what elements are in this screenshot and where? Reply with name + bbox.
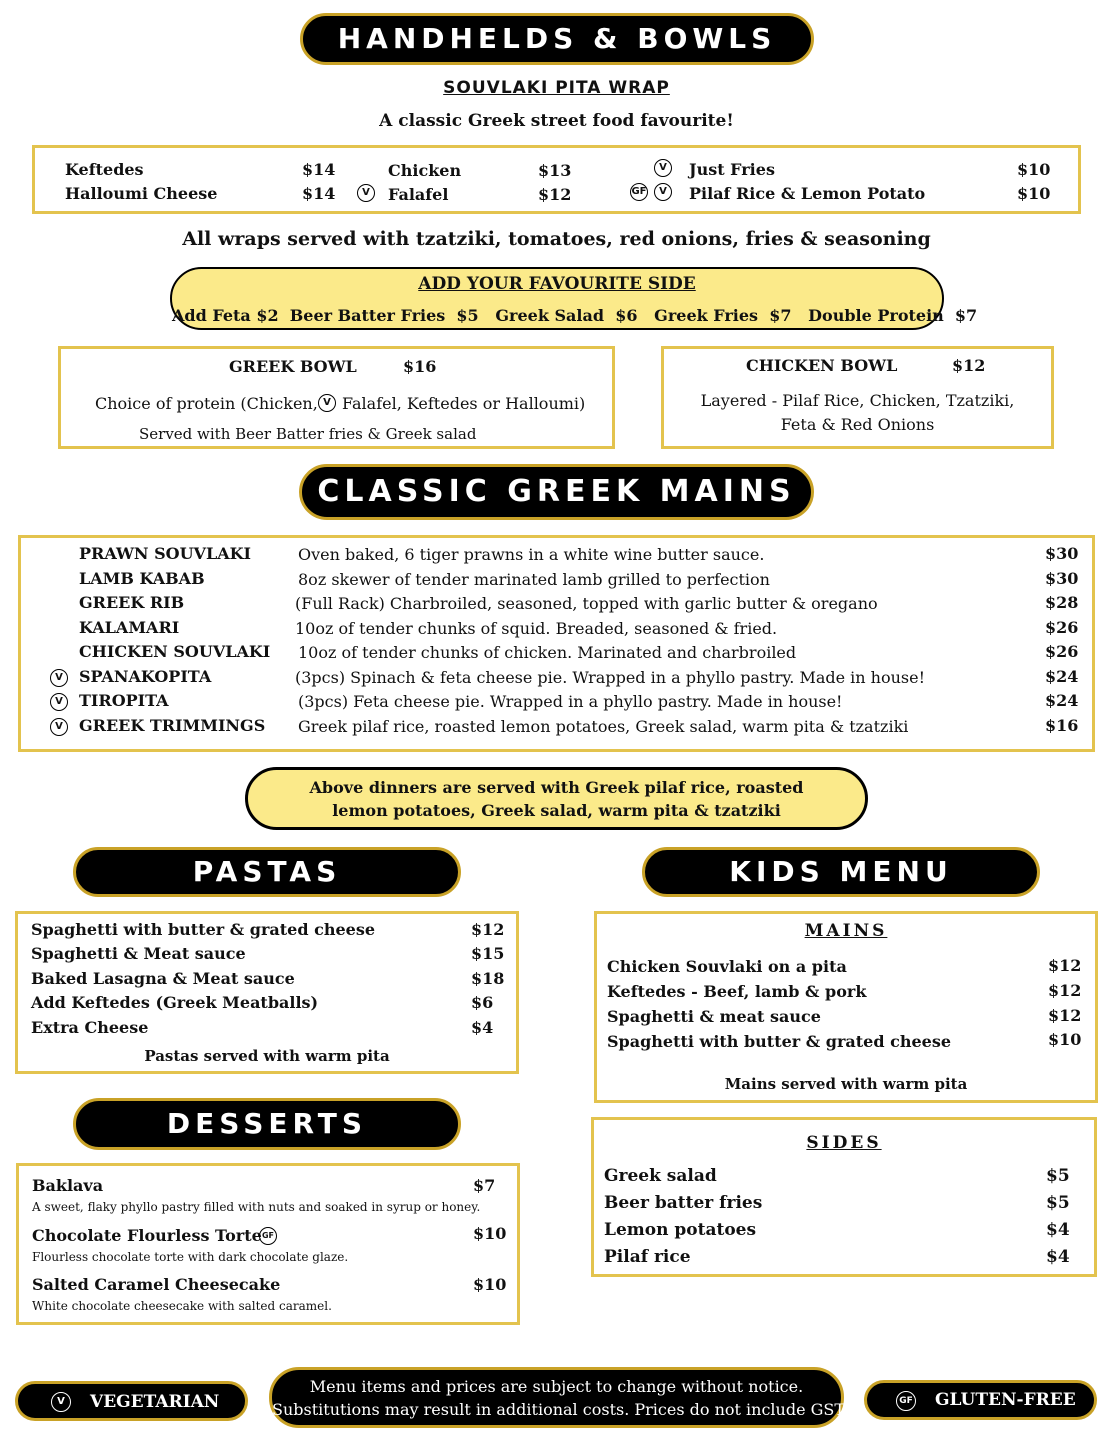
kids-main-price: $10 — [1048, 1030, 1082, 1049]
kids-main-item: Keftedes - Beef, lamb & pork — [607, 982, 867, 1001]
main-item — [21, 569, 1092, 594]
main-item-desc: (3pcs) Spinach & feta cheese pie. Wrapped in a phyllo pastry. Made in house! — [295, 667, 926, 687]
notice-box — [269, 1367, 844, 1428]
mains-note-line: Above dinners are served with Greek pilaf rice, roasted — [309, 778, 804, 797]
kids-main-item: Chicken Souvlaki on a pita — [607, 957, 847, 976]
sides-promo — [170, 267, 978, 330]
vegetarian-icon: V — [50, 718, 68, 736]
gluten-free-icon: GF — [630, 183, 648, 201]
dessert-price: $10 — [473, 1224, 507, 1243]
gluten-free-legend — [864, 1380, 1097, 1420]
pasta-item: Spaghetti with butter & grated cheese — [31, 920, 376, 939]
greek-bowl-box — [58, 346, 615, 449]
pasta-price: $18 — [471, 969, 505, 988]
chicken-bowl-name: CHICKEN BOWL — [746, 356, 898, 375]
sides-promo-title: ADD YOUR FAVOURITE SIDE — [418, 274, 696, 294]
menu-item: Chicken — [388, 161, 462, 180]
mains-note-line: lemon potatoes, Greek salad, warm pita & tzatziki — [332, 801, 781, 820]
kids-main-price: $12 — [1048, 981, 1082, 1000]
main-item-price: $28 — [1045, 593, 1079, 612]
main-item-name: LAMB KABAB — [79, 568, 205, 588]
main-item-desc: Greek pilaf rice, roasted lemon potatoes, Greek salad, warm pita & tzatziki — [298, 716, 909, 736]
gluten-free-icon: GF — [896, 1391, 916, 1411]
vegetarian-legend — [15, 1381, 248, 1421]
pasta-item: Extra Cheese — [31, 1018, 149, 1037]
wraps-note: All wraps served with tzatziki, tomatoes, red onions, fries & seasoning — [182, 228, 931, 250]
main-item — [21, 544, 1092, 569]
chicken-bowl-desc: Feta & Red Onions — [780, 415, 935, 434]
main-item-desc: (Full Rack) Charbroiled, seasoned, topped with garlic butter & oregano — [295, 594, 878, 613]
vegetarian-icon: V — [357, 184, 375, 202]
kids-main-item: Spaghetti with butter & grated cheese — [607, 1032, 952, 1051]
desserts-banner: DESSERTS — [73, 1098, 461, 1150]
kids-side-item: Lemon potatoes — [604, 1220, 757, 1240]
kids-side-price: $4 — [1046, 1220, 1070, 1240]
dessert-desc: Flourless chocolate torte with dark chocolate glaze. — [32, 1250, 349, 1264]
main-item-desc: (3pcs) Feta cheese pie. Wrapped in a phyllo pastry. Made in house! — [298, 692, 843, 711]
price: $14 — [302, 184, 336, 203]
kids-side-item: Pilaf rice — [604, 1247, 691, 1267]
vegetarian-icon: V — [51, 1392, 71, 1412]
main-item-name: GREEK RIB — [79, 593, 185, 612]
main-item-name: TIROPITA — [79, 691, 169, 710]
kids-mains-note: Mains served with warm pita — [724, 1075, 968, 1093]
chicken-bowl-desc: Layered - Pilaf Rice, Chicken, Tzatziki, — [700, 391, 1015, 410]
sides-promo-line: Add Feta $2 Beer Batter Fries $5 Greek Salad $6 Greek Fries $7 Double Protein $7 — [172, 306, 978, 325]
vegetarian-icon: V — [50, 669, 68, 687]
greek-bowl-price: $16 — [403, 357, 437, 376]
vegetarian-icon: V — [654, 159, 672, 177]
main-item-price: $24 — [1045, 691, 1079, 710]
main-item — [21, 691, 1092, 716]
price: $13 — [538, 161, 572, 180]
pastas-note: Pastas served with warm pita — [144, 1047, 390, 1065]
kids-mains-title: MAINS — [804, 921, 888, 941]
notice-line: Substitutions may result in additional costs. Prices do not include GST — [272, 1400, 846, 1419]
main-item-price: $26 — [1045, 617, 1079, 637]
dessert-name: Baklava — [32, 1176, 104, 1195]
gluten-free-icon: GF — [259, 1227, 277, 1245]
menu-item: Keftedes — [65, 160, 144, 179]
dessert-name: Chocolate Flourless Torte — [32, 1226, 262, 1245]
menu-item: Falafel — [388, 185, 449, 204]
dessert-price: $10 — [473, 1275, 507, 1294]
pastas-box — [15, 911, 519, 1074]
dessert-desc: A sweet, flaky phyllo pastry filled with nuts and soaked in syrup or honey. — [32, 1200, 481, 1214]
mains-banner: CLASSIC GREEK MAINS — [299, 464, 814, 520]
menu-item: Pilaf Rice & Lemon Potato — [689, 184, 926, 203]
pastas-banner: PASTAS — [73, 847, 461, 897]
kids-main-price: $12 — [1048, 1006, 1082, 1025]
kids-side-price: $5 — [1046, 1166, 1070, 1186]
vegetarian-icon: V — [654, 183, 672, 201]
menu-item: Just Fries — [689, 160, 775, 179]
mains-box — [18, 535, 1095, 752]
main-item — [21, 618, 1092, 643]
notice-line: Menu items and prices are subject to change without notice. — [309, 1377, 804, 1396]
pasta-price: $6 — [471, 993, 494, 1012]
main-item — [21, 642, 1092, 667]
greek-bowl-desc: Falafel, Keftedes or Halloumi) — [342, 394, 586, 413]
price: $14 — [302, 160, 336, 179]
price: $12 — [538, 185, 572, 204]
main-item-price: $24 — [1045, 666, 1079, 686]
greek-bowl-desc: Choice of protein (Chicken, — [95, 394, 318, 413]
wrap-subtitle: A classic Greek street food favourite! — [379, 111, 734, 131]
dessert-price: $7 — [473, 1176, 496, 1195]
main-item-name: PRAWN SOUVLAKI — [79, 544, 252, 563]
pasta-item: Spaghetti & Meat sauce — [31, 944, 246, 963]
kids-banner: KIDS MENU — [642, 847, 1040, 897]
kids-side-item: Beer batter fries — [604, 1193, 763, 1213]
kids-side-price: $5 — [1046, 1193, 1070, 1213]
main-item-price: $30 — [1045, 568, 1079, 588]
chicken-bowl-price: $12 — [952, 356, 986, 375]
main-item-desc: Oven baked, 6 tiger prawns in a white wine butter sauce. — [298, 545, 765, 564]
main-item-price: $26 — [1045, 642, 1079, 661]
main-item-price: $16 — [1045, 715, 1079, 735]
kids-side-item: Greek salad — [604, 1166, 717, 1186]
desserts-box — [16, 1163, 520, 1325]
pasta-price: $12 — [471, 920, 505, 939]
vegetarian-icon: V — [50, 693, 68, 711]
main-item — [21, 593, 1092, 618]
vegetarian-label: VEGETARIAN — [90, 1392, 220, 1412]
dessert-desc: White chocolate cheesecake with salted caramel. — [32, 1299, 332, 1313]
kids-sides-box — [591, 1117, 1097, 1277]
kids-main-price: $12 — [1048, 956, 1082, 975]
main-item — [21, 716, 1092, 741]
main-item — [21, 667, 1092, 692]
kids-sides-title: SIDES — [806, 1133, 882, 1153]
kids-main-item: Spaghetti & meat sauce — [607, 1007, 821, 1026]
pasta-price: $4 — [471, 1018, 494, 1037]
menu-item: Halloumi Cheese — [65, 184, 218, 203]
vegetarian-icon: V — [318, 394, 336, 412]
handhelds-banner: HANDHELDS & BOWLS — [300, 13, 814, 65]
pasta-item: Add Keftedes (Greek Meatballs) — [31, 993, 319, 1012]
chicken-bowl-box — [661, 346, 1054, 449]
kids-mains-box — [594, 911, 1098, 1103]
price: $10 — [1017, 184, 1051, 203]
mains-list — [21, 544, 1092, 740]
price: $10 — [1017, 160, 1051, 179]
main-item-name: KALAMARI — [79, 617, 180, 637]
pasta-price: $15 — [471, 944, 505, 963]
greek-bowl-name: GREEK BOWL — [229, 357, 357, 376]
dessert-name: Salted Caramel Cheesecake — [32, 1275, 281, 1294]
main-item-desc: 8oz skewer of tender marinated lamb grilled to perfection — [298, 569, 770, 589]
mains-note — [245, 767, 868, 830]
greek-bowl-served: Served with Beer Batter fries & Greek salad — [139, 425, 477, 443]
main-item-name: CHICKEN SOUVLAKI — [79, 642, 271, 661]
pasta-item: Baked Lasagna & Meat sauce — [31, 969, 295, 988]
wrap-title: SOUVLAKI PITA WRAP — [443, 78, 670, 98]
wrap-options-box — [32, 145, 1081, 214]
main-item-name: GREEK TRIMMINGS — [79, 715, 266, 735]
main-item-desc: 10oz of tender chunks of squid. Breaded, seasoned & fried. — [295, 618, 778, 638]
main-item-desc: 10oz of tender chunks of chicken. Marinated and charbroiled — [298, 643, 797, 662]
kids-side-price: $4 — [1046, 1247, 1070, 1267]
gluten-free-label: GLUTEN-FREE — [935, 1390, 1076, 1410]
main-item-name: SPANAKOPITA — [79, 666, 212, 686]
main-item-price: $30 — [1045, 544, 1079, 563]
